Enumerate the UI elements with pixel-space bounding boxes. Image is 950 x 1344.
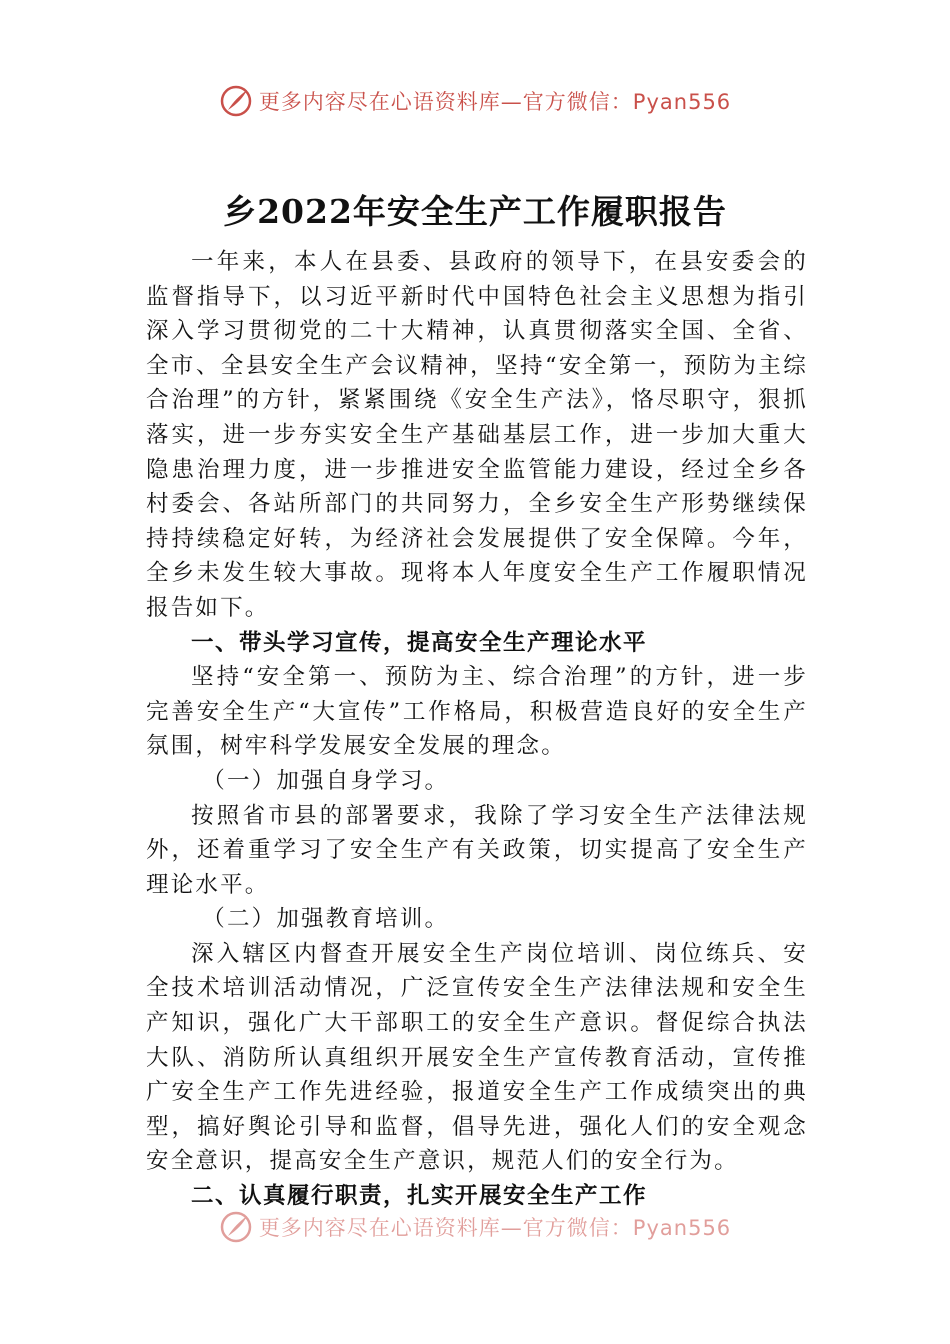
watermark-footer (0, 1210, 950, 1244)
document-title: 乡2022年安全生产工作履职报告 (223, 192, 727, 231)
quill-logo-icon (219, 1210, 253, 1244)
section-heading-2: 二、认真履行职责，扎实开展安全生产工作 (191, 1183, 648, 1210)
watermark-text: 更多内容尽在心语资料库—官方微信：Pyan556 (258, 1216, 732, 1240)
paragraph-self-study: 按照省市县的部署要求，我除了学习安全生产法律法规外，还着重学习了安全生产有关政策，切实提高了安全生产理论水平。 (146, 802, 808, 898)
quill-logo-icon (219, 84, 253, 118)
subheading-2: （二）加强教育培训。 (202, 906, 450, 933)
paragraph-training: 深入辖区内督查开展安全生产岗位培训、岗位练兵、安全技术培训活动情况，广泛宣传安全生产法律法规和安全生产知识，强化广大干部职工的安全生产意识。督促综合执法大队、消防所认真组织开展安全生产宣传教育活动，宣传推广安全生产工作先进经验，报道安全生产工作成绩突出的典型，搞好舆论引导和监督，倡导先进，强化人们的安全观念安全意识，提高安全生产意识，规范人们的安全行为。 (146, 940, 808, 1175)
document-body (146, 245, 808, 1214)
paragraph-intro: 一年来，本人在县委、县政府的领导下，在县安委会的监督指导下，以习近平新时代中国特色社会主义思想为指引深入学习贯彻党的二十大精神，认真贯彻落实全国、全省、全市、全县安全生产会议精神，坚持“安全第一，预防为主综合治理”的方针，紧紧围绕《安全生产法》，恪尽职守，狠抓落实，进一步夯实安全生产基础基层工作，进一步加大重大隐患治理力度，进一步推进安全监管能力建设，经过全乡各村委会、各站所部门的共同努力，全乡安全生产形势继续保持持续稳定好转，为经济社会发展提供了安全保障。今年，全乡未发生较大事故。现将本人年度安全生产工作履职情况报告如下。 (146, 249, 808, 621)
subheading-1: （一）加强自身学习。 (202, 767, 450, 794)
section-heading-1: 一、带头学习宣传，提高安全生产理论水平 (191, 629, 648, 656)
watermark-header (0, 84, 950, 118)
watermark-text: 更多内容尽在心语资料库—官方微信：Pyan556 (258, 90, 732, 114)
paragraph-section-1: 坚持“安全第一、预防为主、综合治理”的方针，进一步完善安全生产“大宣传”工作格局，积极营造良好的安全生产氛围，树牢科学发展安全发展的理念。 (146, 664, 808, 760)
